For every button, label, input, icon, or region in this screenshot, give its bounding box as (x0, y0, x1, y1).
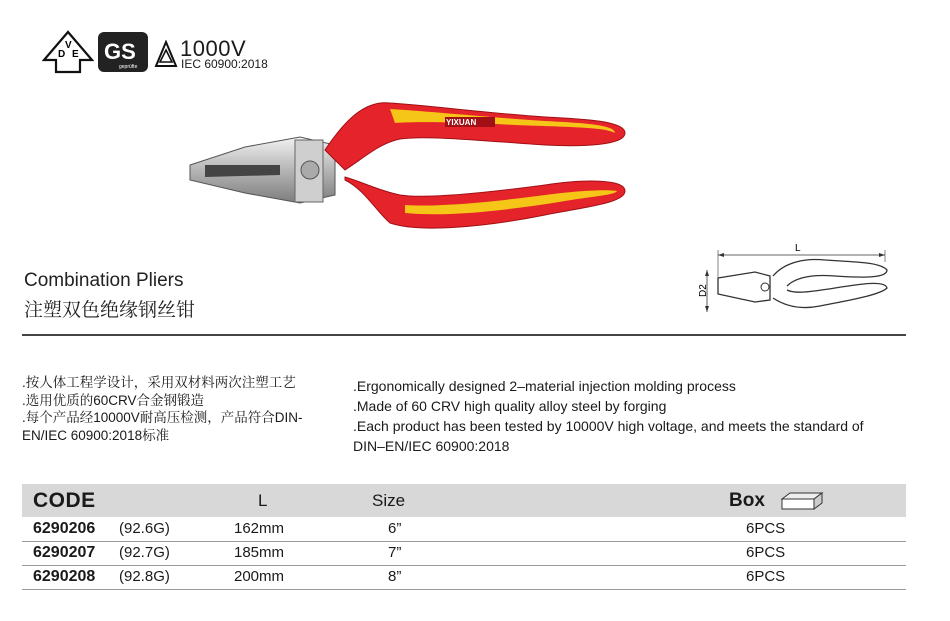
product-size: 8” (388, 568, 402, 585)
double-triangle-insulation-icon (154, 40, 178, 68)
product-code: 6290208 (33, 568, 96, 585)
product-box-qty: 6PCS (746, 568, 786, 585)
voltage-rating: 1000V (180, 36, 247, 61)
feature-cn-item: EN/IEC 60900:2018标准 (22, 427, 170, 443)
feature-en-item: .Ergonomically designed 2–material injection molding process (353, 378, 736, 394)
product-weight: (92.6G) (119, 520, 170, 537)
feature-cn-item: .按人体工程学设计，采用双材料两次注塑工艺 (22, 375, 296, 390)
iec-standard: IEC 60900:2018 (181, 57, 268, 71)
product-box-qty: 6PCS (746, 544, 786, 561)
header-size: Size (372, 491, 406, 510)
header-code: CODE (33, 489, 96, 512)
spec-table-header (22, 484, 906, 517)
product-code: 6290206 (33, 520, 96, 537)
svg-text:geprüfte: geprüfte (119, 64, 138, 70)
svg-text:GS: GS (104, 39, 136, 64)
dimension-diagram (695, 240, 895, 315)
product-title-cn: 注塑双色绝缘钢丝钳 (24, 300, 196, 321)
table-row (22, 542, 906, 565)
section-divider (22, 334, 906, 336)
feature-cn-item: .选用优质的60CRV合金钢锻造 (22, 392, 205, 408)
row-divider (22, 589, 906, 590)
gs-mark-icon (96, 30, 150, 74)
product-length: 162mm (234, 520, 285, 537)
vde-mark-icon (42, 30, 94, 74)
certification-marks (42, 30, 178, 74)
header-length: L (258, 491, 268, 510)
feature-en-item: DIN–EN/IEC 60900:2018 (353, 438, 510, 454)
svg-text:V: V (65, 40, 72, 51)
pliers-product-image (185, 95, 635, 240)
product-weight: (92.8G) (119, 568, 170, 585)
table-row (22, 566, 906, 589)
product-box-qty: 6PCS (746, 520, 786, 537)
product-size: 7” (388, 544, 402, 561)
svg-text:D: D (58, 49, 66, 60)
length-label: L (795, 243, 801, 254)
features-cn-list (22, 374, 352, 444)
feature-en-item: .Each product has been tested by 10000V high voltage, and meets the standard of (353, 418, 864, 434)
product-weight: (92.7G) (119, 544, 170, 561)
product-length: 185mm (234, 544, 285, 561)
product-title-en: Combination Pliers (24, 270, 184, 291)
product-code: 6290207 (33, 544, 96, 561)
pliers-brand-text: YIXUAN (446, 118, 477, 127)
feature-cn-item: .每个产品经10000V耐高压检测，产品符合DIN- (22, 410, 303, 425)
product-length: 200mm (234, 568, 285, 585)
features-en-list (353, 376, 913, 456)
table-row (22, 518, 906, 541)
box-icon (780, 491, 824, 511)
height-label: D2 (698, 284, 709, 297)
product-size: 6” (388, 520, 402, 537)
header-box: Box (729, 490, 765, 511)
svg-text:E: E (72, 49, 79, 60)
feature-en-item: .Made of 60 CRV high quality alloy steel by forging (353, 398, 667, 414)
